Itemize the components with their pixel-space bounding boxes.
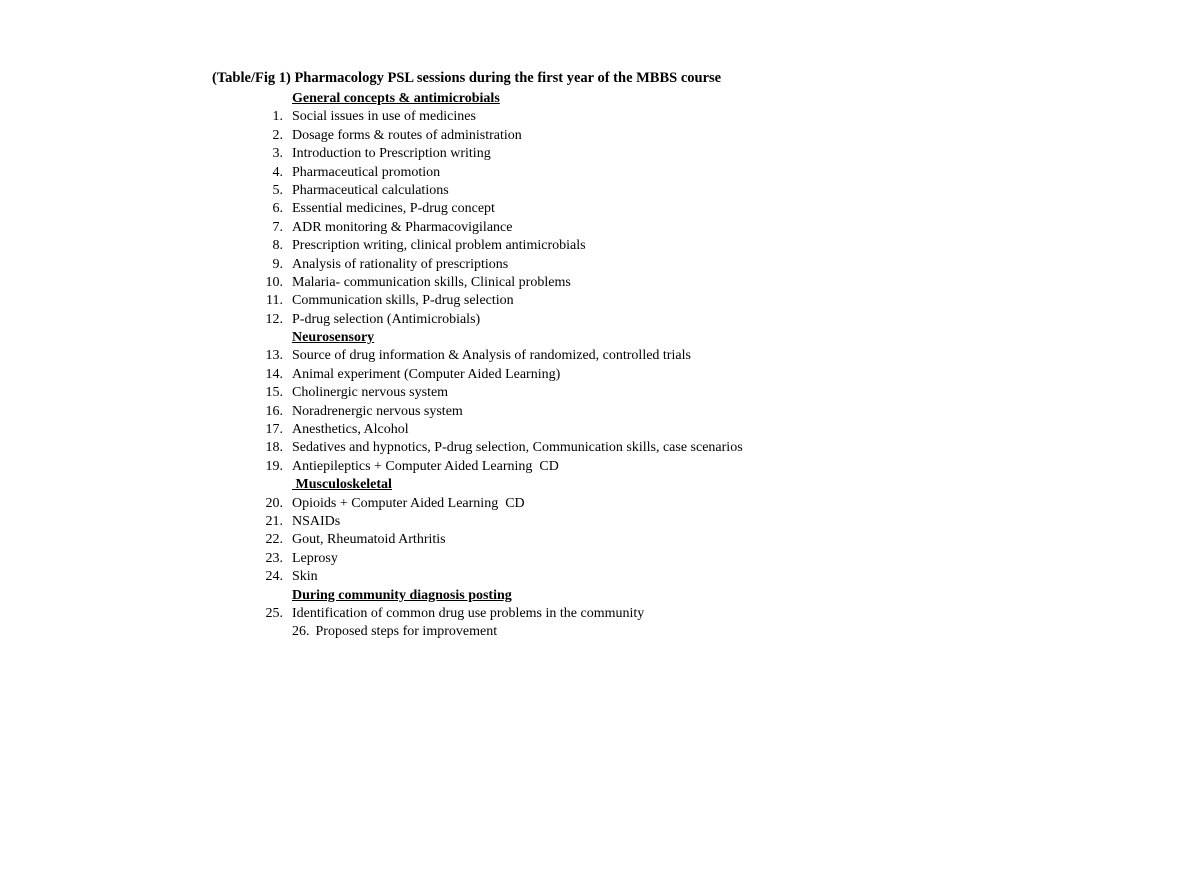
item-text: ADR monitoring & Pharmacovigilance: [292, 219, 513, 235]
section-heading: Neurosensory: [292, 330, 375, 346]
item-text: Analysis of rationality of prescriptions: [292, 256, 509, 272]
item-number: 9.: [272, 256, 283, 272]
item-number: 3.: [272, 146, 283, 162]
list-item: [212, 164, 743, 182]
item-number: 5.: [272, 182, 283, 198]
item-number: 1.: [272, 109, 283, 125]
list-item: [212, 108, 743, 126]
session-list: [212, 90, 743, 642]
item-text: Gout, Rheumatoid Arthritis: [292, 532, 446, 548]
item-text: Proposed steps for improvement: [315, 624, 498, 640]
item-text: Social issues in use of medicines: [292, 109, 476, 125]
page-title: (Table/Fig 1) Pharmacology PSL sessions during the first year of the MBBS course: [212, 70, 722, 86]
item-text: Malaria- communication skills, Clinical problems: [292, 274, 571, 290]
item-number: 4.: [272, 164, 283, 180]
item-text: Essential medicines, P-drug concept: [292, 201, 495, 217]
item-number: 19.: [265, 458, 283, 474]
list-item: [212, 274, 743, 292]
item-text: P-drug selection (Antimicrobials): [292, 311, 481, 327]
list-item: [212, 145, 743, 163]
item-number: 24.: [265, 569, 283, 585]
item-text: Noradrenergic nervous system: [292, 403, 463, 419]
list-item: [212, 550, 743, 568]
item-text: NSAIDs: [292, 513, 341, 529]
item-text: Communication skills, P-drug selection: [292, 293, 514, 309]
item-text: Identification of common drug use problems in the community: [292, 605, 645, 621]
item-number: 18.: [265, 440, 283, 456]
item-text: Source of drug information & Analysis of randomized, controlled trials: [292, 348, 691, 364]
item-number: 14.: [265, 366, 283, 382]
item-number: 13.: [265, 348, 283, 364]
list-item: [212, 439, 743, 457]
list-item: [212, 421, 743, 439]
item-text: Pharmaceutical promotion: [292, 164, 441, 180]
section-heading-row: [212, 476, 743, 494]
item-text: Anesthetics, Alcohol: [292, 422, 409, 438]
item-number: 8.: [272, 238, 283, 254]
list-item: [212, 311, 743, 329]
item-number: 12.: [265, 311, 283, 327]
item-number: 11.: [266, 293, 283, 309]
item-text: Skin: [292, 569, 318, 585]
list-item: [212, 605, 743, 623]
item-text: Opioids + Computer Aided Learning CD: [292, 495, 525, 511]
item-text: Dosage forms & routes of administration: [292, 127, 522, 143]
item-text: Animal experiment (Computer Aided Learning): [292, 366, 561, 382]
section-heading: General concepts & antimicrobials: [292, 91, 500, 106]
section-heading-row: [212, 329, 743, 347]
item-number: 23.: [265, 550, 283, 566]
section-heading-row: [212, 587, 743, 605]
item-text: Introduction to Prescription writing: [292, 146, 491, 162]
list-item: [212, 347, 743, 365]
item-text: Sedatives and hypnotics, P-drug selection, Communication skills, case scenarios: [292, 440, 743, 456]
item-text: Pharmaceutical calculations: [292, 182, 449, 198]
list-item: [212, 513, 743, 531]
item-number: 10.: [265, 274, 283, 290]
item-text: Cholinergic nervous system: [292, 385, 449, 401]
item-number: 7.: [272, 219, 283, 235]
item-number: 21.: [265, 513, 283, 529]
list-item: [212, 366, 743, 384]
list-item: [212, 623, 743, 641]
list-item: [212, 495, 743, 513]
list-item: [212, 237, 743, 255]
item-number: 20.: [265, 495, 283, 511]
item-number: 16.: [265, 403, 283, 419]
item-text: Prescription writing, clinical problem antimicrobials: [292, 238, 586, 254]
item-number: 22.: [265, 532, 283, 548]
list-item: [212, 384, 743, 402]
list-item: [212, 182, 743, 200]
item-number: 26.: [292, 624, 310, 640]
item-text: Leprosy: [292, 550, 338, 566]
list-item: [212, 200, 743, 218]
list-item: [212, 219, 743, 237]
list-item: [212, 127, 743, 145]
list-item: [212, 292, 743, 310]
item-text: Antiepileptics + Computer Aided Learning CD: [292, 458, 559, 474]
list-item: [212, 531, 743, 549]
list-item: [212, 458, 743, 476]
section-heading: Musculoskeletal: [292, 477, 392, 493]
section-heading-row: [212, 90, 743, 108]
item-number: 15.: [265, 385, 283, 401]
item-number: 2.: [272, 127, 283, 143]
list-item: [212, 256, 743, 274]
item-number: 6.: [272, 201, 283, 217]
section-heading: During community diagnosis posting: [292, 587, 512, 603]
item-number: 17.: [265, 422, 283, 438]
item-number: 25.: [265, 605, 283, 621]
list-item: [212, 568, 743, 586]
list-item: [212, 403, 743, 421]
